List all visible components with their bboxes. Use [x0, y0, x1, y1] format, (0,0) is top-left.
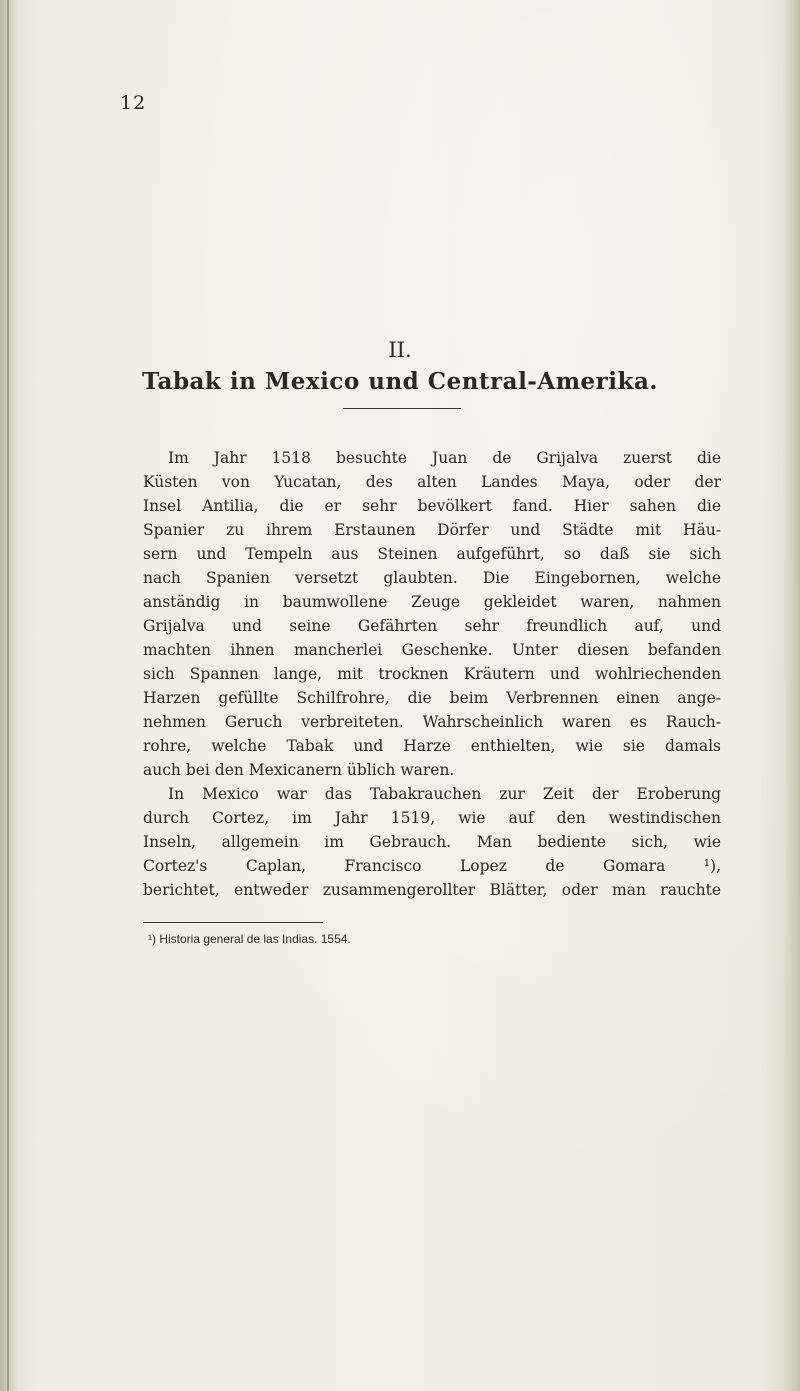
body-line: machten ihnen mancherlei Geschenke. Unter diesen befanden: [143, 641, 721, 659]
body-line: Spanier zu ihrem Erstaunen Dörfer und Städte mit Häu-: [143, 521, 721, 539]
body-line: sern und Tempeln aus Steinen aufgeführt, so daß sie sich: [143, 545, 721, 563]
body-line: Im Jahr 1518 besuchte Juan de Grijalva zuerst die: [168, 449, 721, 467]
page-number: 12: [120, 92, 147, 114]
page-edge-shadow: [784, 0, 800, 1391]
body-line: Küsten von Yucatan, des alten Landes Maya, oder der: [143, 473, 721, 491]
body-line: Cortez's Caplan, Francisco Lopez de Gomara ¹),: [143, 857, 721, 875]
binding-shadow: [0, 0, 18, 1391]
footnote: ¹) Historia general de las Indias. 1554.: [148, 932, 351, 946]
body-line: durch Cortez, im Jahr 1519, wie auf den westindischen: [143, 809, 721, 827]
body-line: Harzen gefüllte Schilfrohre, die beim Verbrennen einen ange-: [143, 689, 721, 707]
chapter-title: Tabak in Mexico und Central-Amerika.: [142, 368, 658, 395]
body-line: nehmen Geruch verbreiteten. Wahrscheinlich waren es Rauch-: [143, 713, 721, 731]
chapter-number: II.: [388, 338, 412, 362]
body-line: Insel Antilia, die er sehr bevölkert fand. Hier sahen die: [143, 497, 721, 515]
body-line: Inseln, allgemein im Gebrauch. Man bediente sich, wie: [143, 833, 721, 851]
body-line: anständig in baumwollene Zeuge gekleidet waren, nahmen: [143, 593, 721, 611]
body-line: nach Spanien versetzt glaubten. Die Eingebornen, welche: [143, 569, 721, 587]
body-line: sich Spannen lange, mit trocknen Kräutern und wohlriechenden: [143, 665, 721, 683]
body-line: berichtet, entweder zusammengerollter Blätter, oder man rauchte: [143, 881, 721, 899]
binding-line: [7, 0, 9, 1391]
body-line: rohre, welche Tabak und Harze enthielten, wie sie damals: [143, 737, 721, 755]
body-line: In Mexico war das Tabakrauchen zur Zeit der Eroberung: [168, 785, 721, 803]
footnote-rule: [143, 922, 323, 923]
body-line: Grijalva und seine Gefährten sehr freundlich auf, und: [143, 617, 721, 635]
body-line: auch bei den Mexicanern üblich waren.: [143, 761, 455, 779]
title-rule: [343, 408, 461, 409]
